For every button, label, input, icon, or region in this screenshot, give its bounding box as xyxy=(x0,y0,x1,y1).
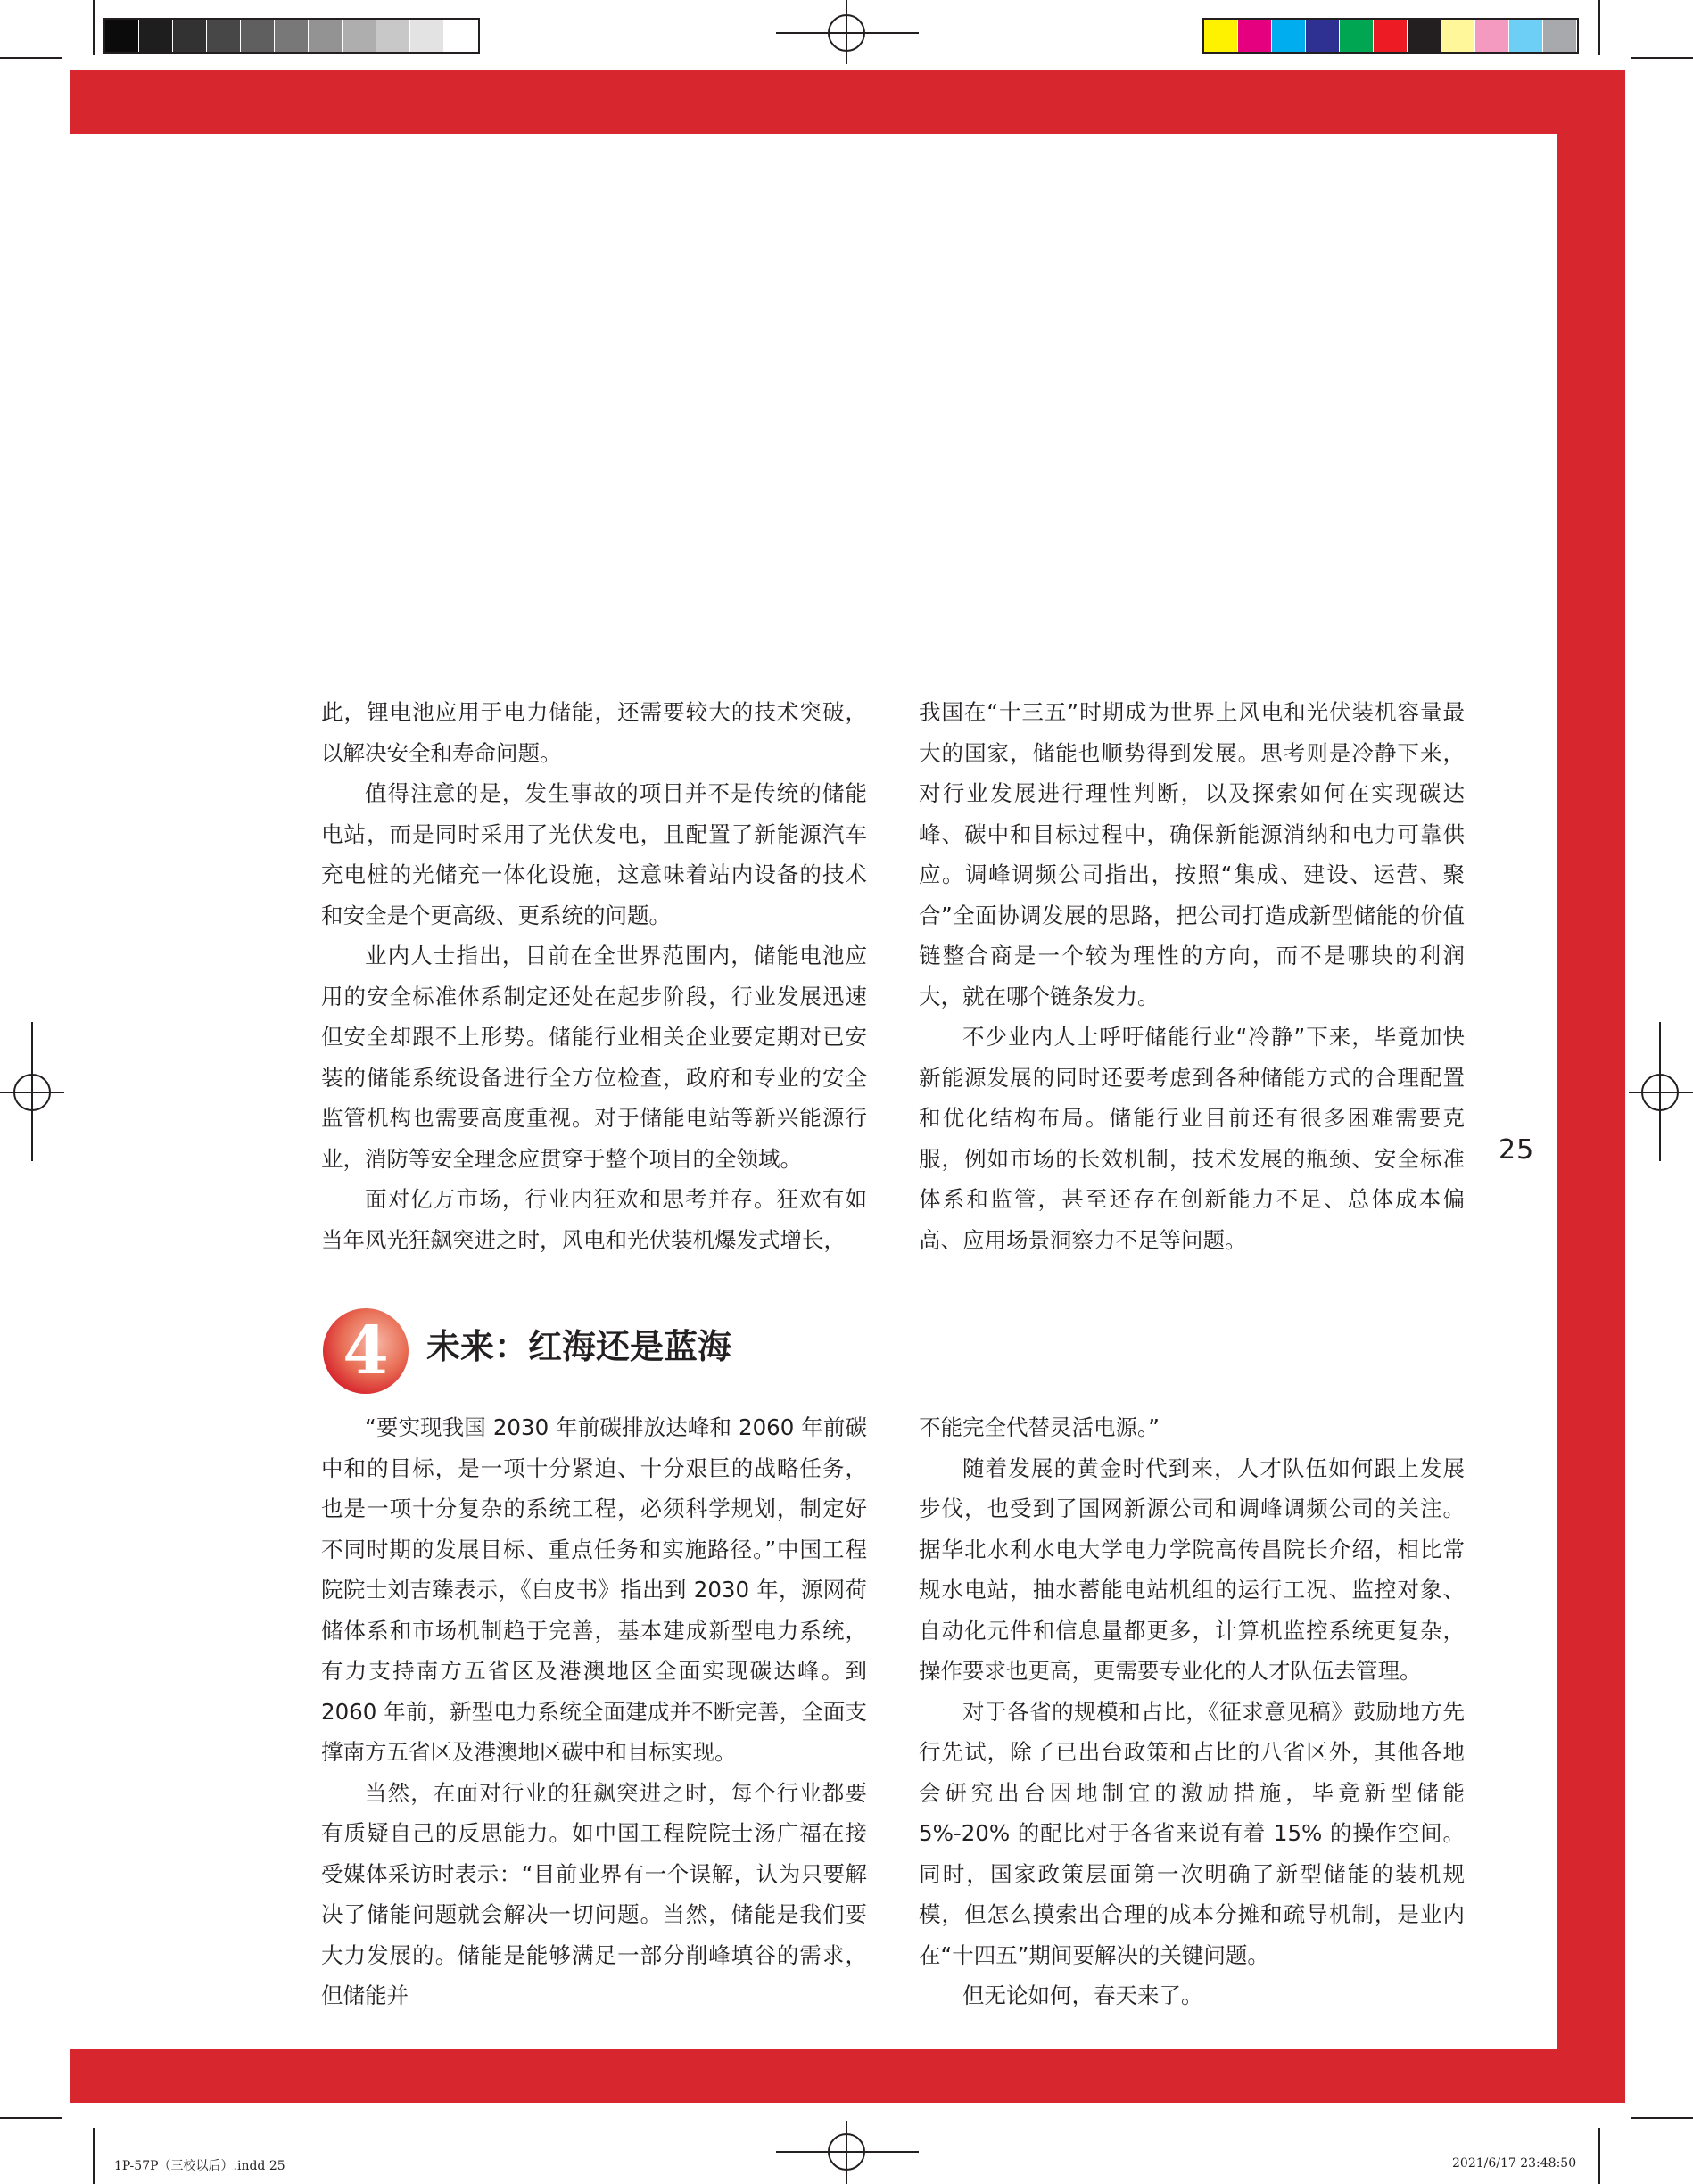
process-swatch xyxy=(1340,20,1374,52)
red-frame-top xyxy=(70,70,1625,134)
paragraph: 此，锂电池应用于电力储能，还需要较大的技术突破，以解决安全和寿命问题。 xyxy=(321,699,867,766)
lower-right-column xyxy=(919,1407,1465,2016)
paragraph: 我国在“十三五”时期成为世界上风电和光伏装机容量最大的国家，储能也顺势得到发展。思考则是冷静下来，对行业发展进行理性判断，以及探索如何在实现碳达峰、碳中和目标过程中，确保新能源消纳和电力可靠供应。调峰调频公司指出，按照“集成、建设、运营、聚合”全面协调发展的思路，把公司打造成新型储能的价值链整合商是一个较为理性的方向，而不是哪块的利润大，就在哪个链条发力。 xyxy=(919,699,1465,1010)
process-color-bar xyxy=(1202,18,1579,54)
section-title: 未来：红海还是蓝海 xyxy=(426,1327,732,1366)
paragraph: 不少业内人士呼吁储能行业“冷静”下来，毕竟加快新能源发展的同时还要考虑到各种储能方式的合理配置和优化结构布局。储能行业目前还有很多困难需要克服，例如市场的长效机制，技术发展的瓶颈、安全标准体系和监管，甚至还存在创新能力不足、总体成本偏高、应用场景洞察力不足等问题。 xyxy=(919,1024,1465,1253)
slug-filename: 1P-57P（三校以后）.indd 25 xyxy=(114,2159,285,2173)
process-swatch xyxy=(1408,20,1441,52)
process-swatch xyxy=(1509,20,1543,52)
slug-timestamp: 2021/6/17 23:48:50 xyxy=(1452,2156,1577,2171)
process-swatch xyxy=(1441,20,1475,52)
grayscale-swatch xyxy=(343,20,376,52)
grayscale-swatch xyxy=(444,20,478,52)
process-swatch xyxy=(1543,20,1577,52)
upper-left-column xyxy=(321,692,867,1260)
process-swatch xyxy=(1475,20,1509,52)
red-frame-bottom xyxy=(70,2049,1625,2103)
process-swatch xyxy=(1238,20,1272,52)
paragraph: 值得注意的是，发生事故的项目并不是传统的储能电站，而是同时采用了光伏发电，且配置了新能源汽车充电桩的光储充一体化设施，这意味着站内设备的技术和安全是个更高级、更系统的问题。 xyxy=(321,780,867,928)
grayscale-swatch xyxy=(207,20,241,52)
grayscale-color-bar xyxy=(103,18,480,54)
grayscale-swatch xyxy=(410,20,444,52)
lower-left-column xyxy=(321,1407,867,2016)
paragraph: 不能完全代替灵活电源。” xyxy=(919,1414,1160,1440)
process-swatch xyxy=(1272,20,1306,52)
paragraph: 对于各省的规模和占比，《征求意见稿》鼓励地方先行先试，除了已出台政策和占比的八省区外，其他各地会研究出台因地制宜的激励措施，毕竟新型储能 5%-20% 的配比对于各省来说有着 15% 的操作空间。同时，国家政策层面第一次明确了新型储能的装机规模，但怎么摸索出合理的成本分摊和疏导机制，是业内在“十四五”期间要解决的关键问题。 xyxy=(919,1698,1465,1968)
paragraph: 但无论如何，春天来了。 xyxy=(962,1982,1203,2008)
grayscale-swatch xyxy=(376,20,410,52)
process-swatch xyxy=(1204,20,1238,52)
paragraph: 随着发展的黄金时代到来，人才队伍如何跟上发展步伐，也受到了国网新源公司和调峰调频公司的关注。据华北水利水电大学电力学院高传昌院长介绍，相比常规水电站，抽水蓄能电站机组的运行工况、监控对象、自动化元件和信息量都更多，计算机监控系统更复杂，操作要求也更高，更需要专业化的人才队伍去管理。 xyxy=(919,1455,1465,1684)
grayscale-swatch xyxy=(105,20,139,52)
process-swatch xyxy=(1306,20,1340,52)
section-number: 4 xyxy=(343,1313,389,1389)
process-swatch xyxy=(1374,20,1408,52)
grayscale-swatch xyxy=(241,20,275,52)
upper-right-column xyxy=(919,692,1465,1260)
paragraph: 面对亿万市场，行业内狂欢和思考并存。狂欢有如当年风光狂飙突进之时，风电和光伏装机爆发式增长， xyxy=(321,1186,867,1253)
grayscale-swatch xyxy=(139,20,173,52)
paragraph: “要实现我国 2030 年前碳排放达峰和 2060 年前碳中和的目标，是一项十分紧迫、十分艰巨的战略任务，也是一项十分复杂的系统工程，必须科学规划，制定好不同时期的发展目标、重点任务和实施路径。”中国工程院院士刘吉臻表示，《白皮书》指出到 2030 年，源网荷储体系和市场机制趋于完善，基本建成新型电力系统，有力支持南方五省区及港澳地区全面实现碳达峰。到 2060 年前，新型电力系统全面建成并不断完善，全面支撑南方五省区及港澳地区碳中和目标实现。 xyxy=(321,1414,867,1765)
page-number: 25 xyxy=(1499,1134,1535,1166)
paragraph: 当然，在面对行业的狂飙突进之时，每个行业都要有质疑自己的反思能力。如中国工程院院士汤广福在接受媒体采访时表示：“目前业界有一个误解，认为只要解决了储能问题就会解决一切问题。当然，储能是我们要大力发展的。储能是能够满足一部分削峰填谷的需求，但储能并 xyxy=(321,1779,867,2008)
grayscale-swatch xyxy=(309,20,343,52)
grayscale-swatch xyxy=(275,20,309,52)
grayscale-swatch xyxy=(173,20,207,52)
paragraph: 业内人士指出，目前在全世界范围内，储能电池应用的安全标准体系制定还处在起步阶段，行业发展迅速但安全却跟不上形势。储能行业相关企业要定期对已安装的储能系统设备进行全方位检查，政府和专业的安全监管机构也需要高度重视。对于储能电站等新兴能源行业，消防等安全理念应贯穿于整个项目的全领域。 xyxy=(321,943,867,1172)
red-frame-right xyxy=(1557,70,1625,2103)
